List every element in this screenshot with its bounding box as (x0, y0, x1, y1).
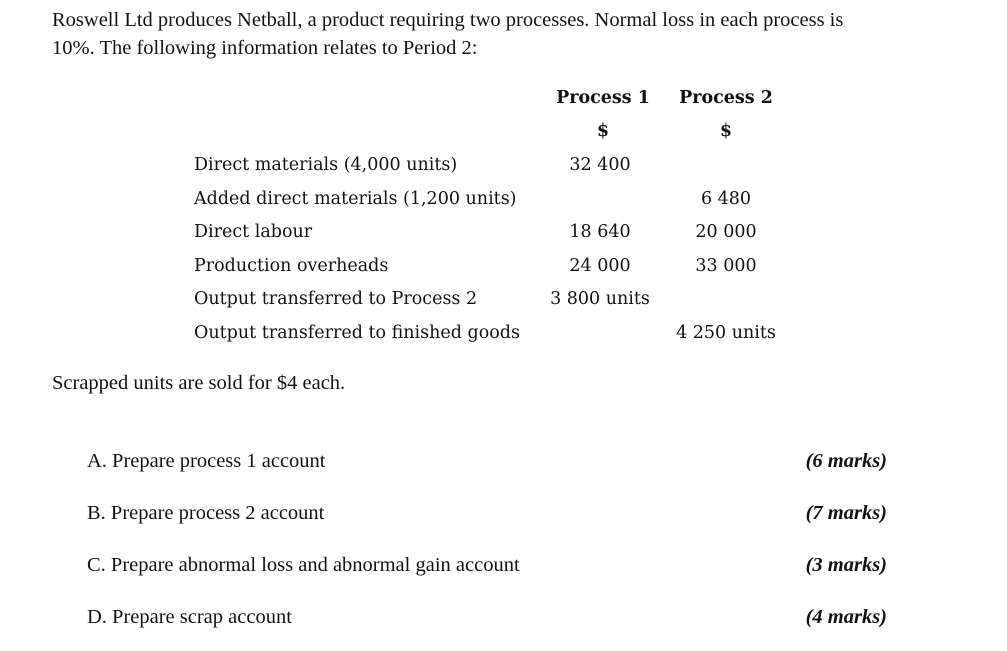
process-2-currency: $ (719, 121, 733, 141)
task-a: A. Prepare process 1 account (87, 450, 326, 472)
row-p2-direct-labour: 20 000 (695, 222, 757, 242)
row-p2-output-fg: 4 250 units (676, 323, 776, 343)
intro-line-2: 10%. The following information relates to Period 2: (52, 37, 478, 59)
row-p1-overheads: 24 000 (569, 256, 631, 276)
row-label-added-materials: Added direct materials (1,200 units) (194, 189, 517, 209)
task-a-marks: (6 marks) (805, 450, 887, 472)
row-label-direct-labour: Direct labour (194, 222, 313, 242)
row-label-output-fg: Output transferred to finished goods (194, 323, 520, 343)
task-d: D. Prepare scrap account (87, 606, 292, 628)
intro-line-1: Roswell Ltd produces Netball, a product requiring two processes. Normal loss in each process is (52, 9, 844, 31)
task-b: B. Prepare process 2 account (87, 502, 325, 524)
task-c-marks: (3 marks) (805, 554, 887, 576)
row-p1-direct-materials: 32 400 (569, 155, 631, 175)
scrap-note: Scrapped units are sold for $4 each. (52, 372, 346, 394)
row-label-direct-materials: Direct materials (4,000 units) (194, 155, 458, 175)
question-intro (52, 6, 952, 62)
process-1-header: Process 1 (556, 88, 650, 108)
row-p2-overheads: 33 000 (695, 256, 757, 276)
task-b-marks: (7 marks) (805, 502, 887, 524)
row-p1-output-p2: 3 800 units (550, 289, 650, 309)
process-2-header: Process 2 (679, 88, 773, 108)
task-d-marks: (4 marks) (805, 606, 887, 628)
row-label-overheads: Production overheads (194, 256, 389, 276)
row-p1-direct-labour: 18 640 (569, 222, 631, 242)
process-1-currency: $ (596, 121, 610, 141)
row-label-output-p2: Output transferred to Process 2 (194, 289, 478, 309)
row-p2-added-materials: 6 480 (700, 189, 752, 209)
task-c: C. Prepare abnormal loss and abnormal gain account (87, 554, 520, 576)
